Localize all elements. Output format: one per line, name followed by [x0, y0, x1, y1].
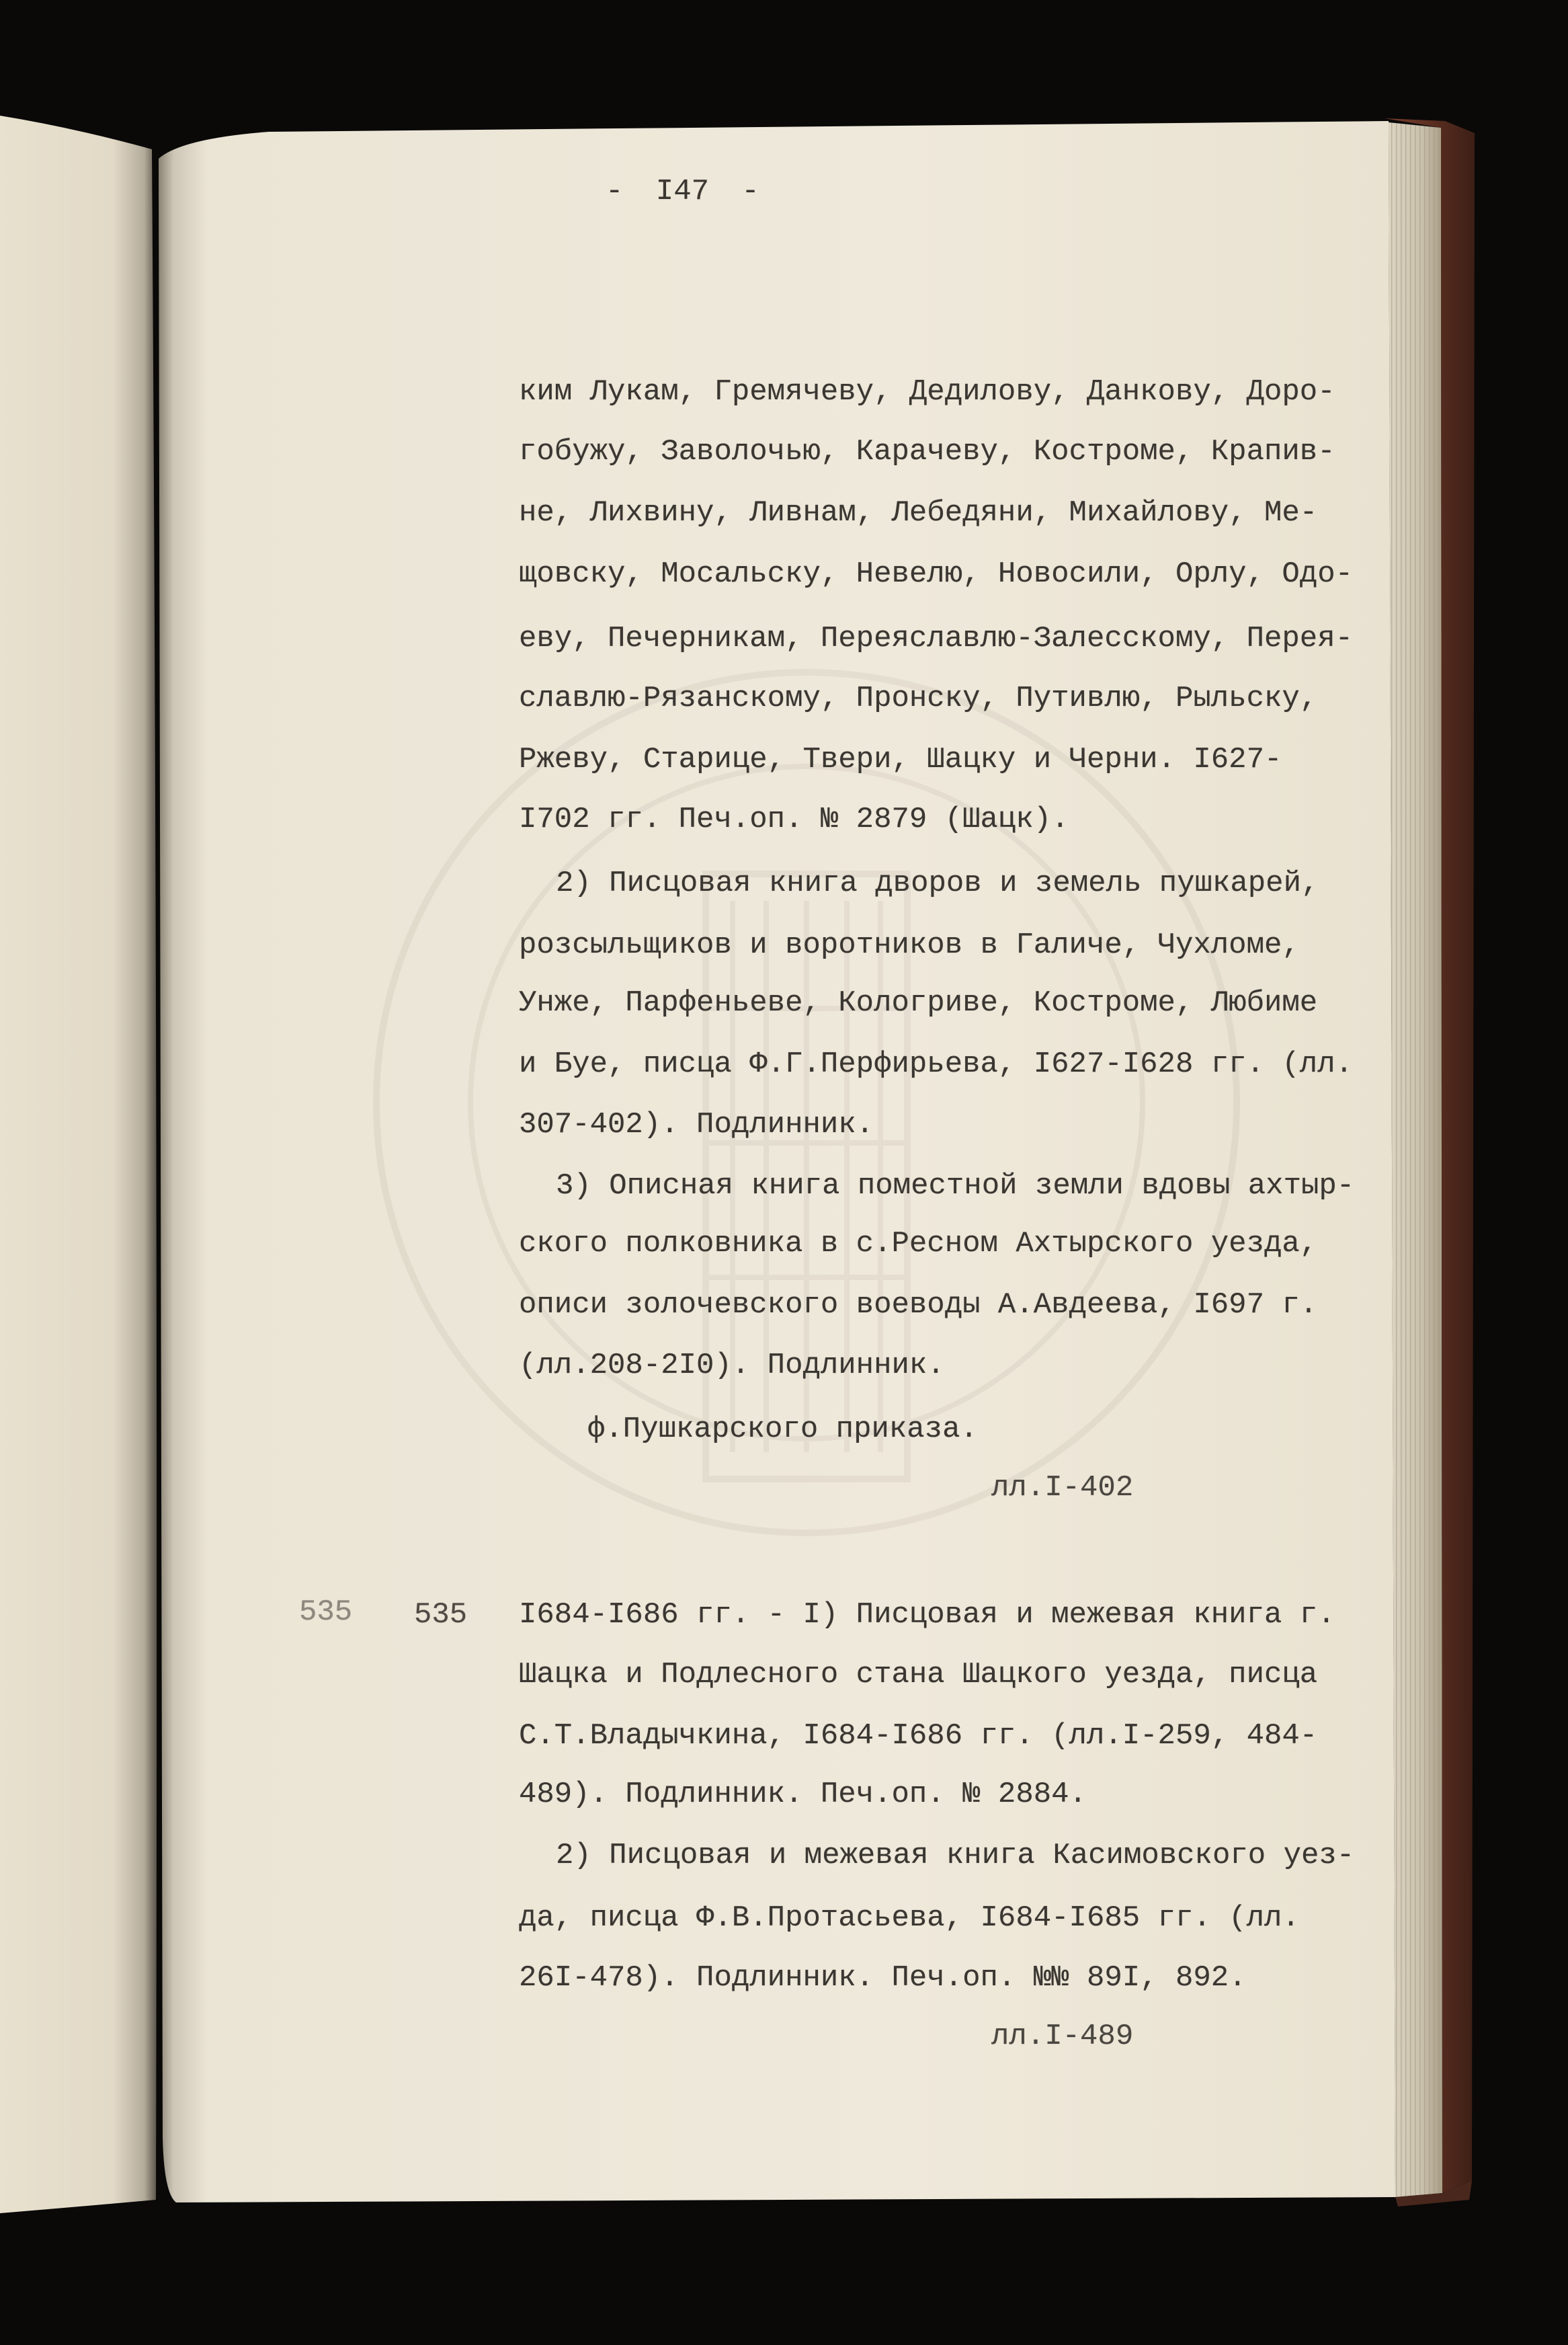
text-line: гобужу, Заволочью, Карачеву, Костроме, Крапив-	[519, 435, 1335, 469]
page-number: - I47 -	[606, 175, 759, 208]
text-line: Ржеву, Старице, Твери, Шацку и Черни. I627-	[519, 743, 1282, 777]
left-page	[0, 116, 157, 2213]
text-line: I684-I686 гг. - I) Писцовая и межевая книга г.	[519, 1598, 1335, 1632]
text-line: ского полковника в с.Ресном Ахтырского уезда,	[519, 1227, 1318, 1261]
text-line: еву, Печерникам, Переяславлю-Залесскому, Перея-	[519, 622, 1354, 655]
text-line: да, писца Ф.В.Протасьева, I684-I685 гг. (лл.	[519, 1901, 1300, 1935]
text-line: 2) Писцовая книга дворов и земель пушкарей,	[556, 867, 1319, 900]
sheet-range: лл.I-489	[991, 2020, 1134, 2053]
entry-old-number: 535	[299, 1595, 353, 1629]
text-line: не, Лихвину, Ливнам, Лебедяни, Михайлову, Ме-	[519, 496, 1318, 530]
text-line: Шацка и Подлесного стана Шацкого уезда, писца	[519, 1658, 1318, 1692]
right-page	[159, 121, 1395, 2202]
fond-name: ф.Пушкарского приказа.	[587, 1413, 978, 1446]
text-line: С.Т.Владычкина, I684-I686 гг. (лл.I-259, 484-	[519, 1719, 1318, 1753]
text-line: розсыльщиков и воротников в Галиче, Чухломе,	[519, 928, 1300, 962]
text-line: и Буе, писца Ф.Г.Перфирьева, I627-I628 гг. (лл.	[519, 1047, 1354, 1081]
text-line: I702 гг. Печ.оп. № 2879 (Шацк).	[519, 803, 1069, 836]
text-line: 3) Описная книга поместной земли вдовы ахтыр-	[556, 1169, 1355, 1203]
text-line: ким Лукам, Гремячеву, Дедилову, Данкову, Доро-	[519, 375, 1335, 409]
page-stack-lines	[1389, 122, 1442, 2197]
text-line: описи золочевского воеводы А.Авдеева, I697 г.	[519, 1288, 1318, 1322]
text-line: 489). Подлинник. Печ.оп. № 2884.	[519, 1778, 1087, 1811]
sheet-range: лл.I-402	[991, 1471, 1134, 1505]
text-line: щовску, Мосальску, Невелю, Новосили, Орлу, Одо-	[519, 557, 1354, 591]
page-stack-edge	[1389, 122, 1442, 2197]
text-line: (лл.208-2I0). Подлинник.	[519, 1349, 945, 1382]
entry-new-number: 535	[414, 1598, 468, 1632]
text-line: 2) Писцовая и межевая книга Касимовского уез-	[556, 1839, 1355, 1872]
text-line: Унже, Парфеньеве, Кологриве, Костроме, Любиме	[519, 986, 1318, 1020]
text-line: 26I-478). Подлинник. Печ.оп. №№ 89I, 892.	[519, 1961, 1247, 1995]
text-line: славлю-Рязанскому, Пронску, Путивлю, Рыльску,	[519, 682, 1318, 715]
text-line: 307-402). Подлинник.	[519, 1108, 874, 1142]
